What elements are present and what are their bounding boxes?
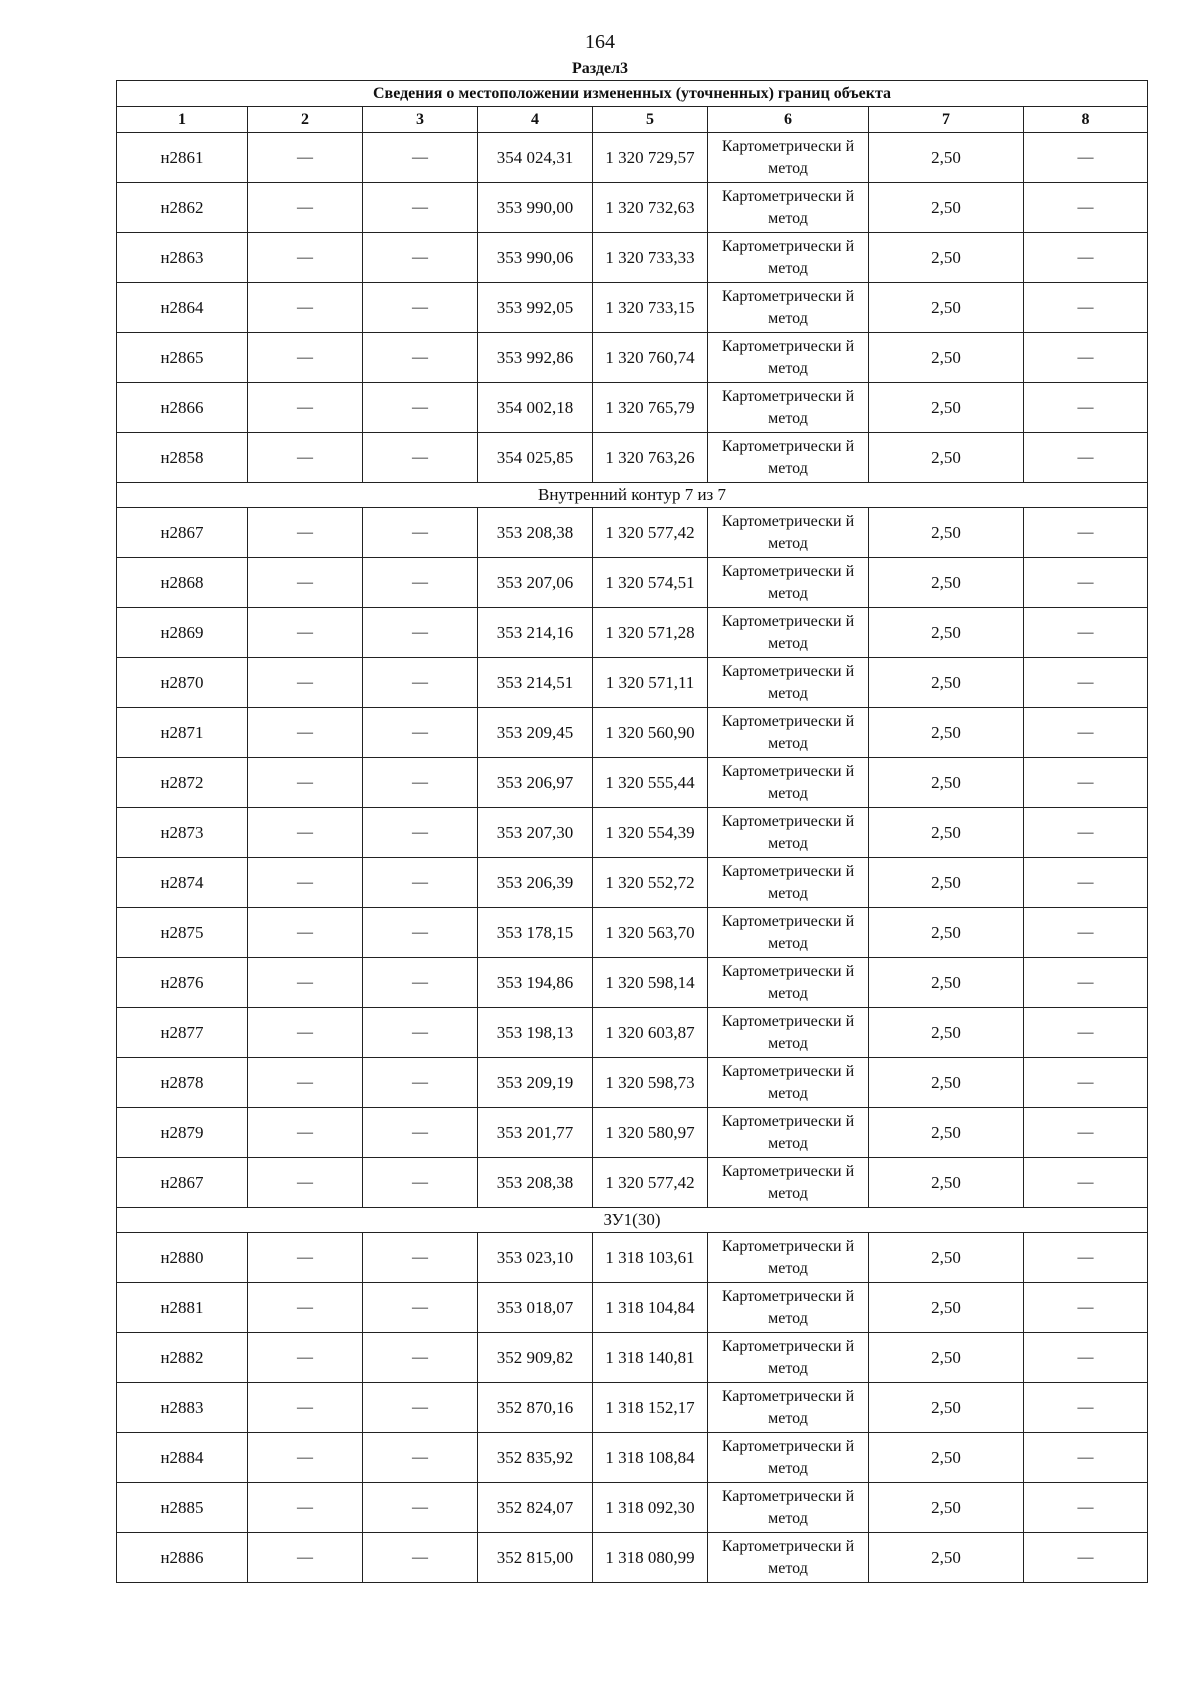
column-number: 2	[248, 107, 363, 133]
x-coordinate-cell: 353 023,10	[478, 1233, 593, 1283]
method-cell: Картометрически й метод	[708, 1108, 869, 1158]
table-row	[117, 1008, 1148, 1058]
contour-group-label: Внутренний контур 7 из 7	[117, 483, 1148, 508]
point-name-cell: н2874	[117, 858, 248, 908]
table-row	[117, 1533, 1148, 1583]
x-coordinate-cell: 354 024,31	[478, 133, 593, 183]
method-cell: Картометрически й метод	[708, 283, 869, 333]
y-coordinate-cell: 1 320 574,51	[593, 558, 708, 608]
column-3-cell: —	[363, 1008, 478, 1058]
column-3-cell: —	[363, 508, 478, 558]
x-coordinate-cell: 352 835,92	[478, 1433, 593, 1483]
x-coordinate-cell: 353 990,06	[478, 233, 593, 283]
column-2-cell: —	[248, 233, 363, 283]
column-number: 6	[708, 107, 869, 133]
column-3-cell: —	[363, 1233, 478, 1283]
point-name-cell: н2876	[117, 958, 248, 1008]
point-name-cell: н2883	[117, 1383, 248, 1433]
column-2-cell: —	[248, 433, 363, 483]
accuracy-cell: 2,50	[869, 233, 1024, 283]
table-row	[117, 908, 1148, 958]
method-cell: Картометрически й метод	[708, 133, 869, 183]
column-2-cell: —	[248, 508, 363, 558]
accuracy-cell: 2,50	[869, 133, 1024, 183]
column-2-cell: —	[248, 608, 363, 658]
column-8-cell: —	[1024, 1383, 1148, 1433]
y-coordinate-cell: 1 320 560,90	[593, 708, 708, 758]
boundary-points-table	[116, 80, 1148, 1583]
accuracy-cell: 2,50	[869, 1008, 1024, 1058]
column-3-cell: —	[363, 1533, 478, 1583]
table-row	[117, 1283, 1148, 1333]
y-coordinate-cell: 1 318 104,84	[593, 1283, 708, 1333]
table-row	[117, 1233, 1148, 1283]
x-coordinate-cell: 353 214,16	[478, 608, 593, 658]
method-cell: Картометрически й метод	[708, 758, 869, 808]
column-3-cell: —	[363, 1108, 478, 1158]
column-2-cell: —	[248, 383, 363, 433]
column-8-cell: —	[1024, 1433, 1148, 1483]
column-2-cell: —	[248, 183, 363, 233]
column-2-cell: —	[248, 758, 363, 808]
table-row	[117, 758, 1148, 808]
point-name-cell: н2878	[117, 1058, 248, 1108]
accuracy-cell: 2,50	[869, 1533, 1024, 1583]
point-name-cell: н2880	[117, 1233, 248, 1283]
accuracy-cell: 2,50	[869, 608, 1024, 658]
table-row	[117, 383, 1148, 433]
point-name-cell: н2867	[117, 1158, 248, 1208]
point-name-cell: н2865	[117, 333, 248, 383]
x-coordinate-cell: 354 025,85	[478, 433, 593, 483]
y-coordinate-cell: 1 320 760,74	[593, 333, 708, 383]
table-row	[117, 608, 1148, 658]
method-cell: Картометрически й метод	[708, 508, 869, 558]
accuracy-cell: 2,50	[869, 1233, 1024, 1283]
y-coordinate-cell: 1 320 603,87	[593, 1008, 708, 1058]
x-coordinate-cell: 353 990,00	[478, 183, 593, 233]
x-coordinate-cell: 353 992,05	[478, 283, 593, 333]
column-8-cell: —	[1024, 1058, 1148, 1108]
method-cell: Картометрически й метод	[708, 1533, 869, 1583]
y-coordinate-cell: 1 320 563,70	[593, 908, 708, 958]
column-8-cell: —	[1024, 283, 1148, 333]
column-8-cell: —	[1024, 333, 1148, 383]
x-coordinate-cell: 353 209,19	[478, 1058, 593, 1108]
x-coordinate-cell: 353 209,45	[478, 708, 593, 758]
column-8-cell: —	[1024, 658, 1148, 708]
column-3-cell: —	[363, 433, 478, 483]
method-cell: Картометрически й метод	[708, 433, 869, 483]
accuracy-cell: 2,50	[869, 1433, 1024, 1483]
column-number: 3	[363, 107, 478, 133]
method-cell: Картометрически й метод	[708, 608, 869, 658]
column-2-cell: —	[248, 333, 363, 383]
table-row	[117, 1483, 1148, 1533]
x-coordinate-cell: 353 992,86	[478, 333, 593, 383]
method-cell: Картометрически й метод	[708, 958, 869, 1008]
point-name-cell: н2868	[117, 558, 248, 608]
x-coordinate-cell: 352 815,00	[478, 1533, 593, 1583]
column-3-cell: —	[363, 908, 478, 958]
method-cell: Картометрически й метод	[708, 1483, 869, 1533]
table-row	[117, 183, 1148, 233]
column-3-cell: —	[363, 558, 478, 608]
column-2-cell: —	[248, 1433, 363, 1483]
y-coordinate-cell: 1 320 554,39	[593, 808, 708, 858]
column-8-cell: —	[1024, 1108, 1148, 1158]
method-cell: Картометрически й метод	[708, 183, 869, 233]
column-3-cell: —	[363, 708, 478, 758]
table-row	[117, 658, 1148, 708]
accuracy-cell: 2,50	[869, 1108, 1024, 1158]
y-coordinate-cell: 1 318 108,84	[593, 1433, 708, 1483]
contour-group-row	[117, 1208, 1148, 1233]
accuracy-cell: 2,50	[869, 908, 1024, 958]
method-cell: Картометрически й метод	[708, 908, 869, 958]
method-cell: Картометрически й метод	[708, 1158, 869, 1208]
x-coordinate-cell: 353 178,15	[478, 908, 593, 958]
accuracy-cell: 2,50	[869, 508, 1024, 558]
column-3-cell: —	[363, 1333, 478, 1383]
table-row	[117, 133, 1148, 183]
column-2-cell: —	[248, 558, 363, 608]
column-3-cell: —	[363, 383, 478, 433]
table-row	[117, 508, 1148, 558]
column-2-cell: —	[248, 1283, 363, 1333]
column-number: 1	[117, 107, 248, 133]
y-coordinate-cell: 1 320 571,11	[593, 658, 708, 708]
column-3-cell: —	[363, 1383, 478, 1433]
column-8-cell: —	[1024, 1158, 1148, 1208]
x-coordinate-cell: 352 870,16	[478, 1383, 593, 1433]
column-2-cell: —	[248, 1008, 363, 1058]
method-cell: Картометрически й метод	[708, 383, 869, 433]
column-2-cell: —	[248, 1533, 363, 1583]
point-name-cell: н2862	[117, 183, 248, 233]
column-8-cell: —	[1024, 433, 1148, 483]
method-cell: Картометрически й метод	[708, 1008, 869, 1058]
method-cell: Картометрически й метод	[708, 658, 869, 708]
column-3-cell: —	[363, 608, 478, 658]
x-coordinate-cell: 353 198,13	[478, 1008, 593, 1058]
column-3-cell: —	[363, 808, 478, 858]
x-coordinate-cell: 353 201,77	[478, 1108, 593, 1158]
column-2-cell: —	[248, 958, 363, 1008]
column-8-cell: —	[1024, 1008, 1148, 1058]
method-cell: Картометрически й метод	[708, 1433, 869, 1483]
y-coordinate-cell: 1 320 555,44	[593, 758, 708, 808]
column-3-cell: —	[363, 758, 478, 808]
x-coordinate-cell: 353 207,06	[478, 558, 593, 608]
column-3-cell: —	[363, 1483, 478, 1533]
x-coordinate-cell: 353 194,86	[478, 958, 593, 1008]
y-coordinate-cell: 1 318 152,17	[593, 1383, 708, 1433]
column-8-cell: —	[1024, 1483, 1148, 1533]
point-name-cell: н2885	[117, 1483, 248, 1533]
x-coordinate-cell: 353 207,30	[478, 808, 593, 858]
table-row	[117, 433, 1148, 483]
point-name-cell: н2879	[117, 1108, 248, 1158]
column-8-cell: —	[1024, 1233, 1148, 1283]
contour-group-label: ЗУ1(30)	[117, 1208, 1148, 1233]
point-name-cell: н2881	[117, 1283, 248, 1333]
y-coordinate-cell: 1 320 598,73	[593, 1058, 708, 1108]
y-coordinate-cell: 1 318 092,30	[593, 1483, 708, 1533]
table-row	[117, 808, 1148, 858]
table-row	[117, 1383, 1148, 1433]
column-8-cell: —	[1024, 808, 1148, 858]
y-coordinate-cell: 1 318 080,99	[593, 1533, 708, 1583]
table-row	[117, 1158, 1148, 1208]
method-cell: Картометрически й метод	[708, 233, 869, 283]
point-name-cell: н2877	[117, 1008, 248, 1058]
point-name-cell: н2875	[117, 908, 248, 958]
column-8-cell: —	[1024, 233, 1148, 283]
point-name-cell: н2871	[117, 708, 248, 758]
x-coordinate-cell: 353 208,38	[478, 508, 593, 558]
x-coordinate-cell: 353 214,51	[478, 658, 593, 708]
page-number: 164	[585, 31, 615, 53]
table-row	[117, 1433, 1148, 1483]
column-3-cell: —	[363, 858, 478, 908]
y-coordinate-cell: 1 320 732,63	[593, 183, 708, 233]
column-number: 7	[869, 107, 1024, 133]
x-coordinate-cell: 352 824,07	[478, 1483, 593, 1533]
accuracy-cell: 2,50	[869, 1058, 1024, 1108]
method-cell: Картометрически й метод	[708, 1283, 869, 1333]
section-title: Раздел3	[571, 60, 629, 77]
point-name-cell: н2873	[117, 808, 248, 858]
column-3-cell: —	[363, 958, 478, 1008]
column-8-cell: —	[1024, 383, 1148, 433]
table-row	[117, 1108, 1148, 1158]
table-row	[117, 233, 1148, 283]
column-3-cell: —	[363, 283, 478, 333]
table-row	[117, 1058, 1148, 1108]
column-2-cell: —	[248, 1108, 363, 1158]
column-3-cell: —	[363, 333, 478, 383]
method-cell: Картометрически й метод	[708, 1383, 869, 1433]
x-coordinate-cell: 353 018,07	[478, 1283, 593, 1333]
column-8-cell: —	[1024, 908, 1148, 958]
accuracy-cell: 2,50	[869, 658, 1024, 708]
column-8-cell: —	[1024, 1333, 1148, 1383]
column-3-cell: —	[363, 133, 478, 183]
column-2-cell: —	[248, 1058, 363, 1108]
method-cell: Картометрически й метод	[708, 1333, 869, 1383]
table-row	[117, 1333, 1148, 1383]
x-coordinate-cell: 353 208,38	[478, 1158, 593, 1208]
y-coordinate-cell: 1 320 571,28	[593, 608, 708, 658]
column-8-cell: —	[1024, 958, 1148, 1008]
table-row	[117, 283, 1148, 333]
accuracy-cell: 2,50	[869, 958, 1024, 1008]
table-row	[117, 708, 1148, 758]
column-8-cell: —	[1024, 508, 1148, 558]
column-2-cell: —	[248, 708, 363, 758]
point-name-cell: н2882	[117, 1333, 248, 1383]
point-name-cell: н2863	[117, 233, 248, 283]
accuracy-cell: 2,50	[869, 383, 1024, 433]
point-name-cell: н2864	[117, 283, 248, 333]
y-coordinate-cell: 1 320 577,42	[593, 508, 708, 558]
point-name-cell: н2861	[117, 133, 248, 183]
column-2-cell: —	[248, 1233, 363, 1283]
column-3-cell: —	[363, 1158, 478, 1208]
column-2-cell: —	[248, 133, 363, 183]
column-2-cell: —	[248, 283, 363, 333]
accuracy-cell: 2,50	[869, 708, 1024, 758]
y-coordinate-cell: 1 318 103,61	[593, 1233, 708, 1283]
accuracy-cell: 2,50	[869, 858, 1024, 908]
x-coordinate-cell: 353 206,97	[478, 758, 593, 808]
table-row	[117, 558, 1148, 608]
x-coordinate-cell: 353 206,39	[478, 858, 593, 908]
method-cell: Картометрически й метод	[708, 558, 869, 608]
method-cell: Картометрически й метод	[708, 858, 869, 908]
y-coordinate-cell: 1 320 765,79	[593, 383, 708, 433]
accuracy-cell: 2,50	[869, 183, 1024, 233]
column-3-cell: —	[363, 1283, 478, 1333]
table-row	[117, 333, 1148, 383]
accuracy-cell: 2,50	[869, 1333, 1024, 1383]
x-coordinate-cell: 354 002,18	[478, 383, 593, 433]
column-8-cell: —	[1024, 608, 1148, 658]
table-row	[117, 958, 1148, 1008]
column-2-cell: —	[248, 658, 363, 708]
accuracy-cell: 2,50	[869, 808, 1024, 858]
column-number-row	[117, 107, 1148, 133]
column-2-cell: —	[248, 908, 363, 958]
column-2-cell: —	[248, 808, 363, 858]
accuracy-cell: 2,50	[869, 1158, 1024, 1208]
accuracy-cell: 2,50	[869, 1283, 1024, 1333]
point-name-cell: н2872	[117, 758, 248, 808]
column-2-cell: —	[248, 1333, 363, 1383]
column-3-cell: —	[363, 1433, 478, 1483]
y-coordinate-cell: 1 320 580,97	[593, 1108, 708, 1158]
column-8-cell: —	[1024, 758, 1148, 808]
table-body	[117, 133, 1148, 1583]
y-coordinate-cell: 1 320 552,72	[593, 858, 708, 908]
point-name-cell: н2884	[117, 1433, 248, 1483]
column-2-cell: —	[248, 1483, 363, 1533]
point-name-cell: н2858	[117, 433, 248, 483]
method-cell: Картометрически й метод	[708, 708, 869, 758]
point-name-cell: н2869	[117, 608, 248, 658]
y-coordinate-cell: 1 320 729,57	[593, 133, 708, 183]
method-cell: Картометрически й метод	[708, 333, 869, 383]
y-coordinate-cell: 1 318 140,81	[593, 1333, 708, 1383]
column-8-cell: —	[1024, 1533, 1148, 1583]
column-3-cell: —	[363, 658, 478, 708]
column-2-cell: —	[248, 1383, 363, 1433]
table-row	[117, 858, 1148, 908]
column-8-cell: —	[1024, 858, 1148, 908]
contour-group-row	[117, 483, 1148, 508]
y-coordinate-cell: 1 320 763,26	[593, 433, 708, 483]
accuracy-cell: 2,50	[869, 333, 1024, 383]
accuracy-cell: 2,50	[869, 1383, 1024, 1433]
accuracy-cell: 2,50	[869, 433, 1024, 483]
accuracy-cell: 2,50	[869, 1483, 1024, 1533]
x-coordinate-cell: 352 909,82	[478, 1333, 593, 1383]
column-8-cell: —	[1024, 1283, 1148, 1333]
y-coordinate-cell: 1 320 733,33	[593, 233, 708, 283]
point-name-cell: н2886	[117, 1533, 248, 1583]
y-coordinate-cell: 1 320 733,15	[593, 283, 708, 333]
column-8-cell: —	[1024, 558, 1148, 608]
point-name-cell: н2867	[117, 508, 248, 558]
column-3-cell: —	[363, 1058, 478, 1108]
method-cell: Картометрически й метод	[708, 808, 869, 858]
y-coordinate-cell: 1 320 598,14	[593, 958, 708, 1008]
point-name-cell: н2866	[117, 383, 248, 433]
table-caption: Сведения о местоположении измененных (уточненных) границ объекта	[117, 81, 1148, 107]
column-3-cell: —	[363, 183, 478, 233]
column-number: 8	[1024, 107, 1148, 133]
column-8-cell: —	[1024, 183, 1148, 233]
column-number: 5	[593, 107, 708, 133]
accuracy-cell: 2,50	[869, 558, 1024, 608]
accuracy-cell: 2,50	[869, 283, 1024, 333]
column-8-cell: —	[1024, 708, 1148, 758]
column-8-cell: —	[1024, 133, 1148, 183]
method-cell: Картометрически й метод	[708, 1058, 869, 1108]
table-caption-row	[117, 81, 1148, 107]
method-cell: Картометрически й метод	[708, 1233, 869, 1283]
column-2-cell: —	[248, 1158, 363, 1208]
accuracy-cell: 2,50	[869, 758, 1024, 808]
column-2-cell: —	[248, 858, 363, 908]
column-number: 4	[478, 107, 593, 133]
column-3-cell: —	[363, 233, 478, 283]
y-coordinate-cell: 1 320 577,42	[593, 1158, 708, 1208]
point-name-cell: н2870	[117, 658, 248, 708]
